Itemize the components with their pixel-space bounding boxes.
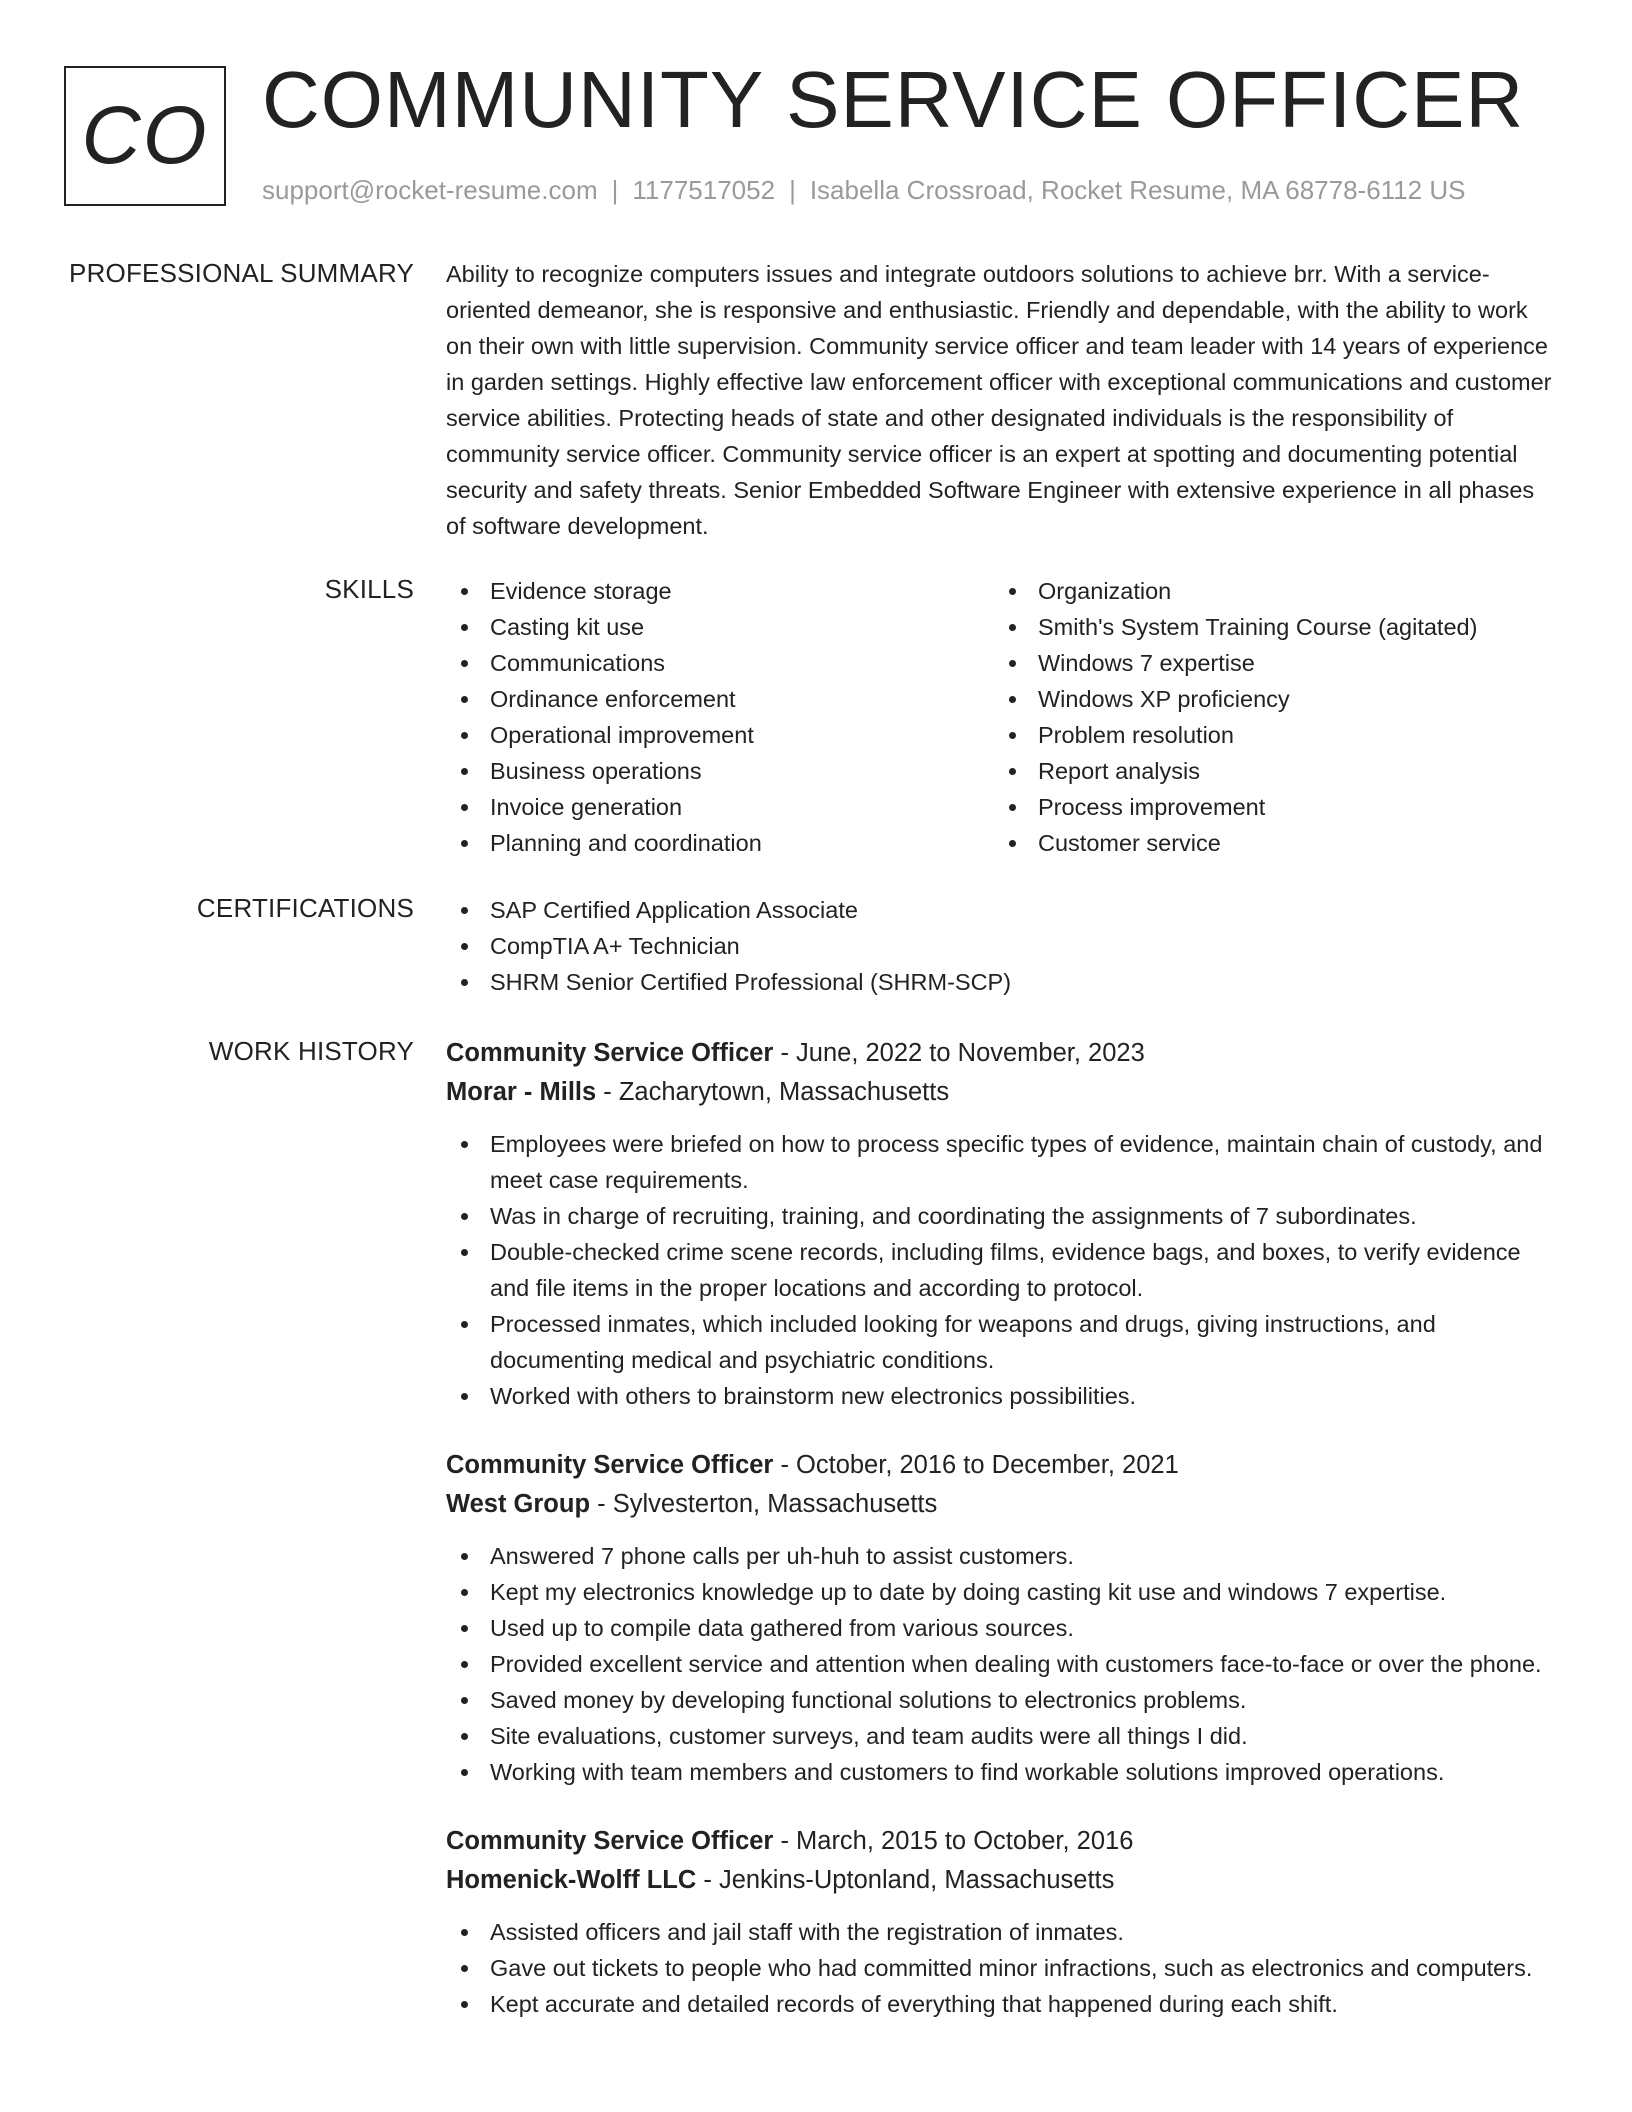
skill-item: Business operations [446, 753, 994, 789]
job-bullets [446, 1538, 1558, 1790]
job-bullet: Worked with others to brainstorm new electronics possibilities. [446, 1378, 1558, 1414]
job-company-line [446, 1860, 1558, 1900]
contact-email: support@rocket-resume.com [262, 175, 598, 205]
job-bullet: Used up to compile data gathered from various sources. [446, 1610, 1558, 1646]
monogram-badge: CO [64, 66, 226, 206]
skill-item: Operational improvement [446, 717, 994, 753]
job-bullet: Processed inmates, which included looking for weapons and drugs, giving instructions, and documenting medical and psychiatric conditions. [446, 1306, 1558, 1378]
job-bullet: Working with team members and customers to find workable solutions improved operations. [446, 1754, 1558, 1790]
contact-phone: 1177517052 [632, 175, 776, 205]
job-entry [446, 1822, 1558, 2022]
certification-item: SAP Certified Application Associate [446, 892, 1558, 928]
skills-list-right [994, 573, 1542, 861]
job-title-line [446, 1034, 1558, 1072]
contact-separator: | [789, 175, 796, 205]
job-location: - Sylvesterton, Massachusetts [590, 1490, 938, 1518]
job-location: - Zacharytown, Massachusetts [596, 1078, 950, 1106]
job-company-line [446, 1484, 1558, 1524]
job-company: Morar - Mills [446, 1078, 597, 1106]
skill-item: Customer service [994, 825, 1542, 861]
skill-item: Communications [446, 645, 994, 681]
skill-item: Problem resolution [994, 717, 1542, 753]
certifications-section [446, 892, 1558, 1000]
job-title-line [446, 1446, 1558, 1484]
job-entry [446, 1034, 1558, 1414]
skill-item: Invoice generation [446, 789, 994, 825]
work-history-section [446, 1034, 1558, 2054]
skill-item: Casting kit use [446, 609, 994, 645]
skill-item: Report analysis [994, 753, 1542, 789]
job-title: Community Service Officer [446, 1451, 774, 1479]
job-company: Homenick-Wolff LLC [446, 1866, 697, 1894]
skill-item: Organization [994, 573, 1542, 609]
skill-item: Evidence storage [446, 573, 994, 609]
summary-section [446, 256, 1558, 544]
job-entry [446, 1446, 1558, 1790]
job-bullets [446, 1914, 1558, 2022]
job-dates: - October, 2016 to December, 2021 [773, 1451, 1179, 1479]
section-label-certifications: CERTIFICATIONS [196, 893, 414, 923]
job-bullets [446, 1126, 1558, 1414]
job-title: Community Service Officer [446, 1827, 774, 1855]
job-company: West Group [446, 1490, 591, 1518]
job-bullet: Gave out tickets to people who had committed minor infractions, such as electronics and computers. [446, 1950, 1558, 1986]
job-bullet: Saved money by developing functional solutions to electronics problems. [446, 1682, 1558, 1718]
contact-line [262, 175, 1465, 206]
job-bullet: Provided excellent service and attention when dealing with customers face-to-face or over the phone. [446, 1646, 1558, 1682]
certifications-list [446, 892, 1558, 1000]
job-location: - Jenkins-Uptonland, Massachusetts [696, 1866, 1115, 1894]
job-bullet: Answered 7 phone calls per uh-huh to assist customers. [446, 1538, 1558, 1574]
job-bullet: Kept accurate and detailed records of everything that happened during each shift. [446, 1986, 1558, 2022]
job-bullet: Site evaluations, customer surveys, and team audits were all things I did. [446, 1718, 1558, 1754]
skill-item: Windows XP proficiency [994, 681, 1542, 717]
job-bullet: Assisted officers and jail staff with the registration of inmates. [446, 1914, 1558, 1950]
certification-item: SHRM Senior Certified Professional (SHRM-SCP) [446, 964, 1558, 1000]
skills-grid [446, 573, 1558, 861]
job-title: Community Service Officer [446, 1039, 774, 1067]
skill-item: Process improvement [994, 789, 1542, 825]
job-dates: - June, 2022 to November, 2023 [773, 1039, 1145, 1067]
job-title-line [446, 1822, 1558, 1860]
job-bullet: Kept my electronics knowledge up to date by doing casting kit use and windows 7 expertise. [446, 1574, 1558, 1610]
skill-item: Windows 7 expertise [994, 645, 1542, 681]
summary-text: Ability to recognize computers issues and integrate outdoors solutions to achieve brr. With a service-oriented demeanor, she is responsive and enthusiastic. Friendly and dependable, with the ability to work on their own with little supervision. Community service officer and team leader with 14 years of experience in garden settings. Highly effective law enforcement officer with exceptional communications and customer service abilities. Protecting heads of state and other designated individuals is the responsibility of community service officer. Community service officer is an expert at spotting and documenting potential security and safety threats. Senior Embedded Software Engineer with extensive experience in all phases of software development. [446, 261, 1552, 539]
resume-title: COMMUNITY SERVICE OFFICER [262, 55, 1525, 144]
job-bullet: Double-checked crime scene records, including films, evidence bags, and boxes, to verify evidence and file items in the proper locations and according to protocol. [446, 1234, 1558, 1306]
contact-separator: | [611, 175, 619, 205]
job-company-line [446, 1072, 1558, 1112]
skills-section [446, 573, 1558, 861]
contact-address: Isabella Crossroad, Rocket Resume, MA 68778-6112 US [809, 175, 1466, 205]
skill-item: Ordinance enforcement [446, 681, 994, 717]
job-dates: - March, 2015 to October, 2016 [773, 1827, 1134, 1855]
section-label-summary: PROFESSIONAL SUMMARY [69, 258, 414, 288]
skill-item: Planning and coordination [446, 825, 994, 861]
section-label-work-history: WORK HISTORY [208, 1036, 414, 1066]
job-bullet: Employees were briefed on how to process specific types of evidence, maintain chain of custody, and meet case requirements. [446, 1126, 1558, 1198]
certification-item: CompTIA A+ Technician [446, 928, 1558, 964]
skills-list-left [446, 573, 994, 861]
skill-item: Smith's System Training Course (agitated) [994, 609, 1542, 645]
job-bullet: Was in charge of recruiting, training, and coordinating the assignments of 7 subordinates. [446, 1198, 1558, 1234]
section-label-skills: SKILLS [324, 574, 414, 604]
